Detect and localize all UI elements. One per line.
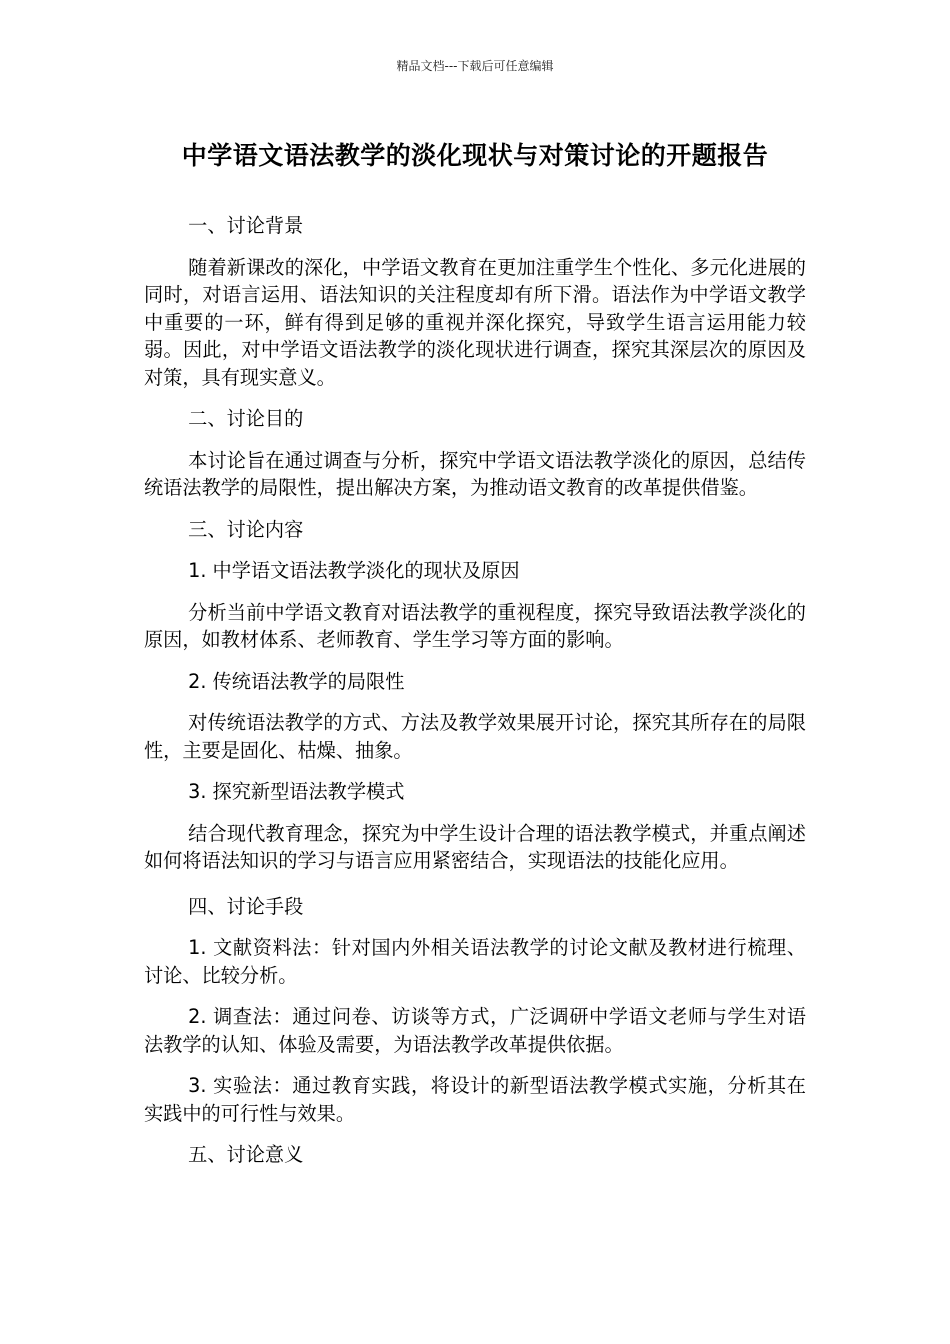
paragraph-content-3: 结合现代教育理念，探究为中学生设计合理的语法教学模式，并重点阐述如何将语法知识的学习与语言应用紧密结合，实现语法的技能化应用。 xyxy=(144,821,806,872)
paragraph-background: 随着新课改的深化，中学语文教育在更加注重学生个性化、多元化进展的同时，对语言运用、语法知识的关注程度却有所下滑。语法作为中学语文教学中重要的一环，鲜有得到足够的重视并深化探究，导致学生语言运用能力较弱。因此，对中学语文语法教学的淡化现状进行调查，探究其深层次的原因及对策，具有现实意义。 xyxy=(144,255,806,389)
document-body xyxy=(144,212,806,1183)
subheading-content-1: 1. 中学语文语法教学淡化的现状及原因 xyxy=(188,559,520,582)
section-heading-background: 一、讨论背景 xyxy=(188,214,304,237)
section-heading-purpose: 二、讨论目的 xyxy=(188,407,304,430)
subheading-content-3: 3. 探究新型语法教学模式 xyxy=(188,780,405,803)
subheading-content-2: 2. 传统语法教学的局限性 xyxy=(188,669,405,693)
paragraph-method-3: 3. 实验法：通过教育实践，将设计的新型语法教学模式实施，分析其在实践中的可行性与效果。 xyxy=(144,1074,806,1125)
paragraph-method-2: 2. 调查法：通过问卷、访谈等方式，广泛调研中学语文老师与学生对语法教学的认知、体验及需要，为语法教学改革提供依据。 xyxy=(144,1005,806,1056)
paragraph-purpose: 本讨论旨在通过调查与分析，探究中学语文语法教学淡化的原因，总结传统语法教学的局限性，提出解决方案，为推动语文教育的改革提供借鉴。 xyxy=(144,448,806,499)
header-note: 精品文档---下载后可任意编辑 xyxy=(396,59,554,73)
section-heading-content: 三、讨论内容 xyxy=(188,517,304,541)
section-heading-significance: 五、讨论意义 xyxy=(188,1143,304,1166)
paragraph-content-1: 分析当前中学语文教育对语法教学的重视程度，探究导致语法教学淡化的原因，如教材体系、老师教育、学生学习等方面的影响。 xyxy=(144,600,806,651)
paragraph-method-1: 1. 文献资料法：针对国内外相关语法教学的讨论文献及教材进行梳理、讨论、比较分析。 xyxy=(144,936,806,987)
section-heading-methods: 四、讨论手段 xyxy=(188,894,304,918)
document-title: 中学语文语法教学的淡化现状与对策讨论的开题报告 xyxy=(181,141,769,170)
paragraph-content-2: 对传统语法教学的方式、方法及教学效果展开讨论，探究其所存在的局限性，主要是固化、枯燥、抽象。 xyxy=(144,711,806,762)
